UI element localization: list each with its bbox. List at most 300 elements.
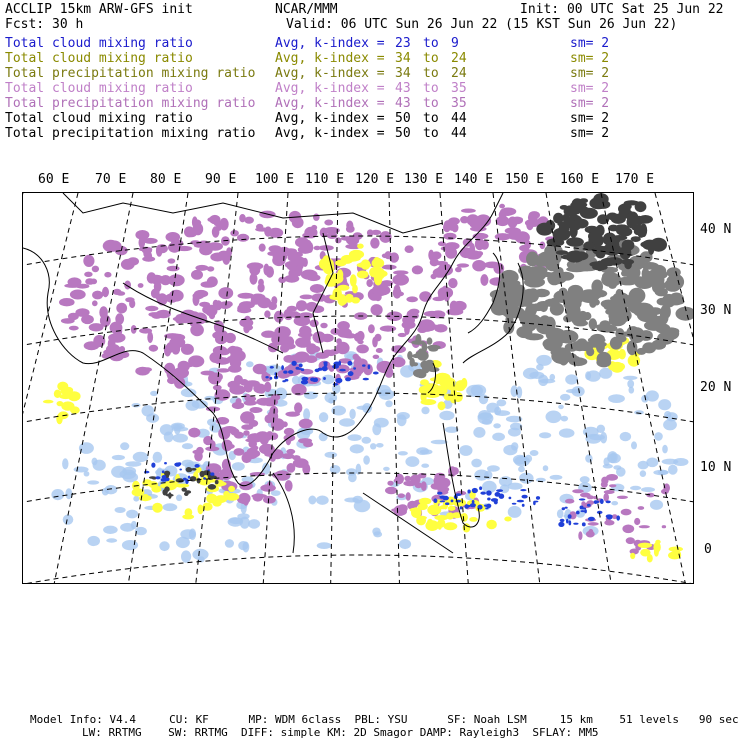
low-cloud-field-cell — [179, 469, 182, 471]
low-cloud-field-cell — [484, 504, 490, 507]
low-cloud-light-field-cell — [658, 399, 671, 410]
mid-cloud-field-cell — [61, 401, 74, 410]
mid-cloud-field-cell — [357, 244, 364, 249]
dense-cloud-dark-field-cell — [642, 240, 657, 250]
high-cloud-field-cell — [356, 344, 369, 353]
high-cloud-field-cell — [302, 258, 308, 267]
high-cloud-field-cell — [604, 490, 615, 494]
legend-sm: sm= 2 — [570, 36, 610, 51]
low-cloud-light-field-cell — [466, 385, 483, 397]
dense-cloud-dark-field-cell — [592, 264, 608, 271]
high-cloud-field-cell — [265, 266, 274, 278]
high-cloud-field-cell — [472, 260, 486, 271]
low-cloud-light-field-cell — [150, 391, 158, 396]
low-cloud-light-field-cell — [339, 418, 355, 426]
high-cloud-field-cell — [385, 487, 397, 494]
dense-cloud-dark-field-cell — [556, 250, 568, 255]
legend-k-from: 50 — [395, 111, 411, 126]
high-cloud-field-cell — [310, 284, 324, 293]
low-cloud-light-field-cell — [546, 411, 562, 424]
footer-physics-info: LW: RRTMG SW: RRTMG DIFF: simple KM: 2D Smagor DAMP: Rayleigh3 SFLAY: MM5 — [82, 726, 599, 739]
low-cloud-light-field-cell — [631, 441, 637, 449]
high-cloud-field-cell — [269, 433, 278, 440]
high-cloud-field-cell — [609, 484, 616, 487]
dense-cloud-dark-field-cell — [580, 208, 598, 219]
high-cloud-field-cell — [307, 274, 321, 281]
dense-cloud-field-cell — [549, 334, 562, 341]
mid-cloud-field-cell — [341, 255, 354, 264]
high-cloud-field-cell — [335, 237, 342, 243]
low-cloud-field-cell — [348, 371, 354, 376]
dense-cloud-field-cell — [602, 272, 613, 281]
low-cloud-field-cell — [582, 522, 586, 526]
low-cloud-field-cell — [362, 364, 366, 366]
low-cloud-light-field-cell — [362, 437, 372, 444]
high-cloud-field-cell — [424, 311, 441, 317]
longitude-label: 160 E — [560, 172, 600, 187]
high-cloud-field-cell — [441, 246, 450, 250]
dense-cloud-field-cell — [676, 307, 695, 321]
dense-cloud-field-cell — [608, 280, 617, 289]
high-cloud-field-cell — [284, 275, 299, 283]
high-cloud-field-cell — [175, 314, 185, 324]
high-cloud-field-cell — [622, 525, 634, 534]
low-cloud-light-field-cell — [93, 460, 106, 471]
dense-cloud-field-cell — [621, 270, 628, 277]
low-cloud-light-field-cell — [416, 447, 429, 455]
longitude-gridline — [655, 193, 694, 584]
legend-to: to — [423, 36, 439, 51]
high-cloud-field-cell — [267, 251, 277, 256]
high-cloud-field-cell — [264, 382, 271, 392]
low-cloud-field-cell — [314, 378, 318, 382]
low-cloud-light-field-cell — [620, 432, 631, 441]
legend-to: to — [423, 96, 439, 111]
dense-cloud-dark-field-cell — [589, 197, 607, 209]
legend-avg: Avg, k-index = — [275, 111, 385, 126]
low-cloud-light-field-cell — [325, 452, 338, 458]
legend-sm: sm= 2 — [570, 126, 610, 141]
low-cloud-light-field-cell — [538, 375, 548, 386]
low-cloud-light-field-cell — [63, 515, 74, 525]
low-cloud-field-cell — [487, 498, 491, 501]
low-cloud-field-cell — [579, 498, 586, 500]
low-cloud-light-field-cell — [106, 538, 117, 542]
high-cloud-field-cell — [261, 331, 276, 338]
low-cloud-light-field-cell — [163, 503, 178, 511]
legend-sm: sm= 2 — [570, 66, 610, 81]
high-cloud-field-cell — [638, 506, 645, 510]
high-cloud-field-cell — [294, 402, 302, 413]
low-cloud-field-cell — [616, 515, 620, 520]
low-cloud-light-field-cell — [350, 444, 364, 453]
low-cloud-light-field-cell — [153, 452, 163, 463]
map-panel — [22, 192, 694, 584]
high-cloud-field-cell — [639, 525, 650, 528]
low-cloud-light-field-cell — [51, 489, 64, 500]
legend-row — [5, 36, 735, 51]
low-cloud-light-field-cell — [630, 486, 641, 490]
dense-cloud-field-cell — [660, 309, 669, 324]
dense-cloud-field-cell — [667, 276, 684, 284]
mid-cloud-field-cell — [610, 362, 624, 373]
high-cloud-field-cell — [135, 230, 149, 240]
legend-k-from: 43 — [395, 96, 411, 111]
dense-cloud-field-cell — [544, 299, 560, 307]
low-cloud-field-cell — [339, 369, 346, 372]
longitude-label: 80 E — [150, 172, 182, 187]
high-cloud-field-cell — [373, 355, 380, 359]
high-cloud-field-cell — [285, 480, 293, 491]
high-cloud-field-cell — [368, 324, 375, 333]
low-cloud-light-field-cell — [174, 425, 180, 435]
dense-cloud-dark-field-cell — [561, 255, 574, 260]
low-cloud-light-field-cell — [634, 410, 644, 414]
low-cloud-field-cell — [451, 500, 454, 503]
mid-cloud-field-cell — [448, 506, 456, 511]
dense-cloud-dark-field-cell — [574, 251, 589, 260]
high-cloud-field-cell — [84, 272, 92, 277]
high-cloud-field-cell — [131, 325, 137, 334]
low-cloud-light-field-cell — [530, 450, 539, 456]
high-cloud-field-cell — [508, 217, 518, 229]
legend-k-to: 44 — [451, 126, 467, 141]
mid-cloud-field-cell — [469, 517, 478, 522]
dense-cloud-field-cell — [525, 333, 544, 340]
low-cloud-field-cell — [479, 486, 482, 490]
low-cloud-light-field-cell — [585, 454, 592, 462]
high-cloud-field-cell — [201, 281, 217, 288]
high-cloud-field-cell — [588, 522, 599, 526]
high-cloud-field-cell — [324, 220, 333, 226]
high-cloud-field-cell — [220, 218, 229, 231]
high-cloud-field-cell — [313, 214, 320, 221]
low-cloud-light-field-cell — [398, 451, 408, 455]
high-cloud-field-cell — [209, 312, 215, 319]
low-cloud-light-field-cell — [653, 470, 668, 475]
legend-k-to: 24 — [451, 51, 467, 66]
dense-cloud-field-cell — [583, 290, 592, 300]
low-cloud-field-cell — [440, 501, 445, 503]
low-cloud-light-field-cell — [246, 361, 254, 367]
high-cloud-field-cell — [289, 263, 297, 272]
mid-cloud-field-cell — [426, 399, 435, 403]
legend-field: Total cloud mixing ratio — [5, 81, 193, 96]
low-cloud-field-cell — [440, 497, 446, 499]
dense-cloud-dark-field-cell — [203, 470, 211, 475]
low-cloud-field-cell — [472, 488, 478, 493]
low-cloud-light-field-cell — [308, 496, 316, 505]
mid-cloud-field-cell — [43, 400, 54, 404]
mid-cloud-field-cell — [350, 274, 357, 287]
longitude-label: 170 E — [615, 172, 655, 187]
low-cloud-field-cell — [368, 365, 371, 370]
low-cloud-light-field-cell — [508, 483, 523, 490]
low-cloud-field-cell — [562, 507, 565, 510]
longitude-label: 90 E — [205, 172, 237, 187]
legend-k-to: 35 — [451, 96, 467, 111]
dense-cloud-field-cell — [544, 342, 561, 352]
high-cloud-field-cell — [604, 520, 614, 526]
high-cloud-field-cell — [213, 346, 228, 355]
low-cloud-light-field-cell — [352, 496, 363, 504]
low-cloud-field-cell — [480, 492, 486, 495]
high-cloud-field-cell — [310, 346, 320, 353]
mid-cloud-field-cell — [152, 503, 163, 513]
high-cloud-field-cell — [212, 226, 220, 237]
low-cloud-field-cell — [588, 517, 595, 521]
mid-cloud-field-cell — [374, 273, 382, 285]
low-cloud-light-field-cell — [650, 500, 663, 510]
low-cloud-light-field-cell — [243, 542, 250, 553]
high-cloud-field-cell — [427, 324, 439, 329]
fcst-label: Fcst: — [5, 17, 45, 32]
dense-cloud-field-cell — [415, 334, 421, 345]
dense-cloud-field-cell — [563, 315, 573, 322]
low-cloud-field-cell — [299, 364, 303, 368]
high-cloud-field-cell — [238, 293, 255, 299]
high-cloud-field-cell — [83, 255, 94, 267]
low-cloud-light-field-cell — [325, 392, 338, 403]
high-cloud-field-cell — [258, 283, 265, 292]
low-cloud-field-cell — [265, 376, 268, 378]
dense-cloud-field-cell — [502, 303, 514, 318]
dense-cloud-dark-field-cell — [182, 488, 187, 492]
high-cloud-field-cell — [181, 344, 194, 355]
high-cloud-field-cell — [139, 328, 152, 334]
high-cloud-field-cell — [232, 402, 244, 409]
high-cloud-field-cell — [85, 278, 94, 285]
high-cloud-field-cell — [226, 247, 232, 256]
high-cloud-field-cell — [617, 496, 628, 499]
high-cloud-field-cell — [230, 428, 239, 435]
legend-k-from: 34 — [395, 66, 411, 81]
low-cloud-field-cell — [315, 369, 320, 373]
dense-cloud-field-cell — [427, 345, 441, 350]
high-cloud-field-cell — [148, 312, 161, 317]
low-cloud-light-field-cell — [316, 496, 329, 505]
high-cloud-field-cell — [452, 223, 459, 232]
low-cloud-light-field-cell — [474, 470, 488, 481]
high-cloud-field-cell — [234, 375, 243, 385]
mid-cloud-field-cell — [446, 512, 454, 519]
dense-cloud-dark-field-cell — [215, 480, 219, 484]
low-cloud-light-field-cell — [510, 423, 522, 431]
dense-cloud-dark-field-cell — [208, 484, 216, 490]
high-cloud-field-cell — [212, 332, 222, 339]
low-cloud-field-cell — [486, 490, 492, 495]
low-cloud-light-field-cell — [638, 461, 649, 470]
low-cloud-light-field-cell — [666, 412, 678, 421]
low-cloud-field-cell — [584, 509, 587, 513]
legend-k-from: 34 — [395, 51, 411, 66]
legend-field: Total cloud mixing ratio — [5, 36, 193, 51]
high-cloud-field-cell — [247, 262, 264, 269]
high-cloud-field-cell — [398, 493, 405, 498]
high-cloud-field-cell — [171, 343, 180, 354]
low-cloud-light-field-cell — [62, 458, 68, 469]
low-cloud-light-field-cell — [518, 466, 525, 472]
low-cloud-light-field-cell — [385, 400, 392, 407]
low-cloud-light-field-cell — [550, 475, 563, 480]
legend-k-to: 9 — [451, 36, 459, 51]
high-cloud-field-cell — [68, 313, 79, 320]
low-cloud-light-field-cell — [330, 465, 341, 474]
low-cloud-field-cell — [587, 504, 591, 507]
low-cloud-light-field-cell — [383, 467, 390, 471]
high-cloud-field-cell — [431, 483, 442, 490]
mid-cloud-field-cell — [504, 517, 511, 522]
legend-k-from: 50 — [395, 126, 411, 141]
high-cloud-field-cell — [210, 253, 225, 262]
low-cloud-light-field-cell — [133, 452, 149, 462]
high-cloud-field-cell — [407, 310, 418, 319]
low-cloud-field-cell — [270, 366, 274, 369]
low-cloud-field-cell — [335, 378, 342, 383]
legend-avg: Avg, k-index = — [275, 96, 385, 111]
low-cloud-light-field-cell — [164, 432, 174, 443]
legend-to: to — [423, 81, 439, 96]
low-cloud-light-field-cell — [292, 376, 300, 385]
high-cloud-field-cell — [377, 285, 390, 295]
low-cloud-light-field-cell — [536, 355, 552, 366]
org-label: NCAR/MMM — [275, 2, 338, 17]
dense-cloud-field-cell — [520, 314, 541, 328]
high-cloud-field-cell — [526, 219, 533, 230]
dense-cloud-field-cell — [412, 362, 418, 366]
low-cloud-light-field-cell — [370, 443, 376, 449]
high-cloud-field-cell — [253, 364, 267, 375]
high-cloud-field-cell — [529, 211, 540, 219]
high-cloud-field-cell — [225, 333, 236, 343]
high-cloud-field-cell — [382, 265, 397, 270]
low-cloud-light-field-cell — [135, 527, 147, 535]
low-cloud-field-cell — [161, 478, 167, 482]
high-cloud-field-cell — [251, 494, 267, 498]
dense-cloud-field-cell — [426, 362, 434, 371]
high-cloud-field-cell — [382, 254, 388, 259]
low-cloud-light-field-cell — [607, 451, 617, 463]
low-cloud-field-cell — [322, 366, 328, 371]
dense-cloud-field-cell — [609, 314, 627, 326]
low-cloud-light-field-cell — [317, 542, 332, 549]
low-cloud-field-cell — [465, 505, 470, 507]
high-cloud-field-cell — [461, 209, 476, 213]
mid-cloud-field-cell — [438, 401, 446, 410]
mid-cloud-field-cell — [444, 522, 458, 530]
low-cloud-field-cell — [210, 472, 214, 475]
high-cloud-field-cell — [315, 352, 329, 359]
legend-field: Total precipitation mixing ratio — [5, 126, 256, 141]
high-cloud-field-cell — [580, 493, 591, 498]
high-cloud-field-cell — [243, 452, 250, 463]
high-cloud-field-cell — [431, 251, 441, 259]
low-cloud-field-cell — [323, 361, 327, 364]
high-cloud-field-cell — [296, 265, 303, 277]
low-cloud-field-cell — [566, 519, 568, 524]
high-cloud-field-cell — [387, 481, 393, 486]
low-cloud-light-field-cell — [176, 537, 190, 548]
high-cloud-field-cell — [113, 289, 122, 295]
high-cloud-field-cell — [366, 279, 373, 287]
dense-cloud-field-cell — [655, 288, 668, 297]
high-cloud-field-cell — [380, 326, 396, 332]
low-cloud-field-cell — [491, 498, 498, 502]
high-cloud-field-cell — [220, 390, 228, 398]
high-cloud-field-cell — [405, 245, 414, 253]
mid-cloud-field-cell — [322, 255, 331, 267]
high-cloud-field-cell — [168, 258, 176, 263]
mid-cloud-field-cell — [427, 519, 434, 530]
high-cloud-field-cell — [298, 438, 312, 443]
low-cloud-light-field-cell — [133, 496, 139, 502]
high-cloud-field-cell — [145, 251, 153, 262]
legend-field: Total precipitation mixing ratio — [5, 96, 256, 111]
high-cloud-field-cell — [269, 245, 282, 252]
low-cloud-field-cell — [296, 367, 300, 370]
low-cloud-light-field-cell — [363, 455, 370, 464]
high-cloud-field-cell — [194, 243, 205, 247]
high-cloud-field-cell — [274, 311, 284, 323]
high-cloud-field-cell — [188, 355, 204, 367]
low-cloud-field-cell — [177, 462, 181, 465]
high-cloud-field-cell — [376, 348, 383, 353]
low-cloud-field-cell — [183, 478, 187, 481]
high-cloud-field-cell — [233, 448, 244, 456]
high-cloud-field-cell — [406, 492, 411, 501]
high-cloud-field-cell — [603, 493, 609, 502]
legend-k-from: 43 — [395, 81, 411, 96]
low-cloud-light-field-cell — [597, 425, 606, 433]
dense-cloud-field-cell — [407, 351, 412, 360]
high-cloud-field-cell — [287, 252, 303, 258]
low-cloud-field-cell — [522, 495, 528, 499]
high-cloud-field-cell — [404, 324, 410, 335]
mid-cloud-field-cell — [149, 481, 158, 488]
low-cloud-light-field-cell — [400, 365, 414, 377]
low-cloud-light-field-cell — [565, 374, 578, 384]
dense-cloud-field-cell — [534, 289, 550, 298]
low-cloud-field-cell — [291, 361, 296, 366]
low-cloud-light-field-cell — [115, 507, 126, 513]
low-cloud-light-field-cell — [511, 442, 518, 450]
high-cloud-field-cell — [565, 499, 574, 504]
latitude-label: 40 N — [700, 222, 732, 237]
dense-cloud-dark-field-cell — [634, 216, 644, 225]
low-cloud-light-field-cell — [87, 536, 100, 546]
low-cloud-light-field-cell — [558, 405, 564, 410]
low-cloud-field-cell — [522, 504, 525, 507]
high-cloud-field-cell — [283, 309, 293, 320]
high-cloud-field-cell — [171, 239, 183, 247]
longitude-label: 120 E — [355, 172, 395, 187]
low-cloud-field-cell — [195, 464, 200, 468]
latitude-label: 0 — [704, 542, 712, 557]
latitude-label: 30 N — [700, 303, 732, 318]
mid-cloud-field-cell — [185, 508, 193, 516]
low-cloud-light-field-cell — [376, 443, 384, 448]
high-cloud-field-cell — [69, 326, 79, 331]
mid-cloud-field-cell — [208, 494, 216, 502]
high-cloud-field-cell — [412, 265, 423, 274]
low-cloud-field-cell — [188, 476, 190, 479]
low-cloud-light-field-cell — [372, 528, 380, 536]
legend-k-to: 24 — [451, 66, 467, 81]
low-cloud-field-cell — [560, 519, 565, 522]
high-cloud-field-cell — [84, 341, 100, 350]
high-cloud-field-cell — [214, 357, 230, 365]
dense-cloud-field-cell — [657, 332, 674, 345]
